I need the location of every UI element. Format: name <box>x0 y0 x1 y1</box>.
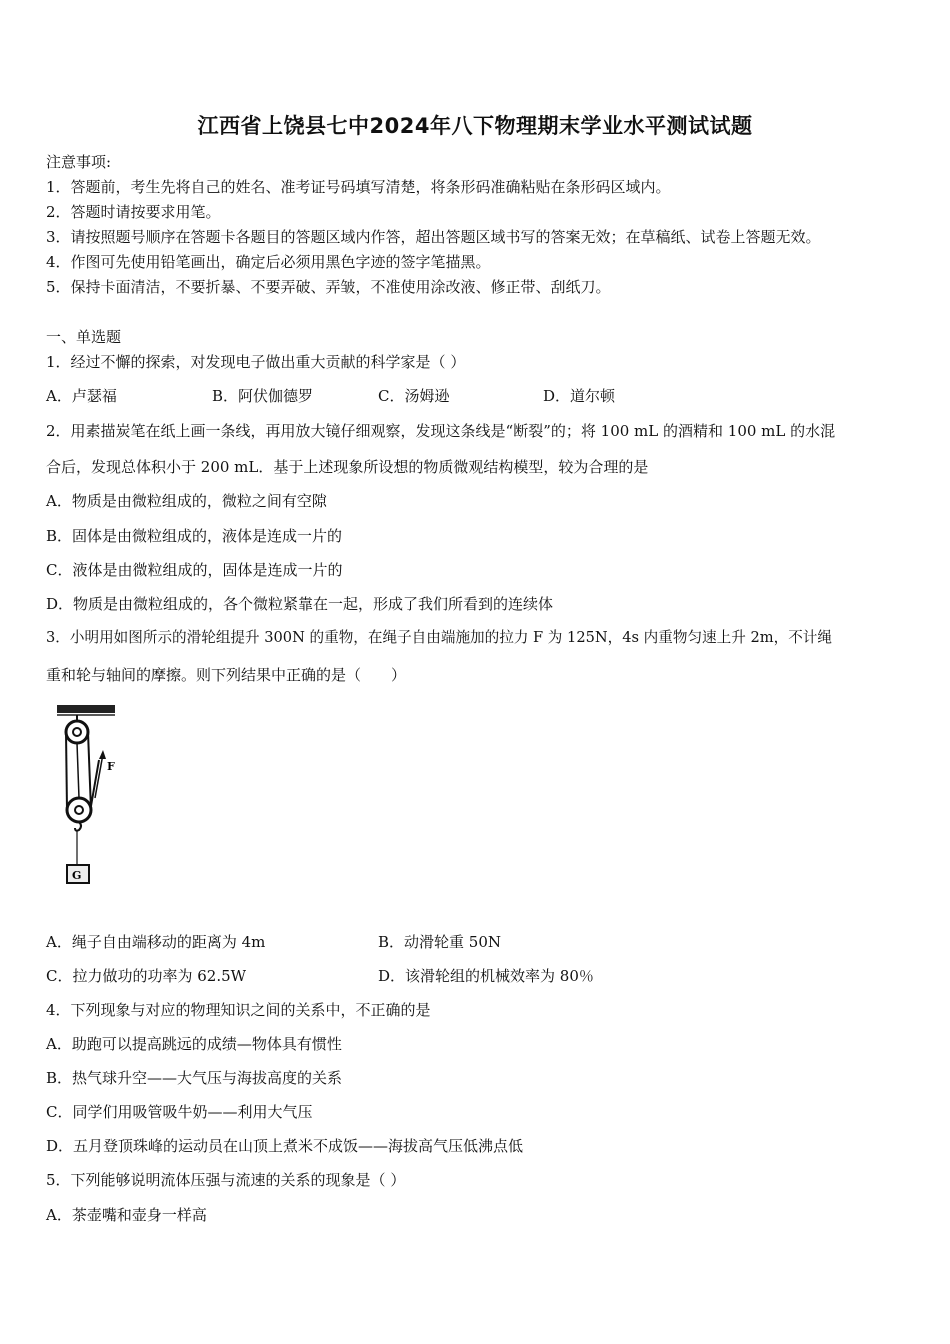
q4-option-b: B．热气球升空——大气压与海拔高度的关系 <box>46 1069 343 1087</box>
q1-option-c: C．汤姆逊 <box>378 387 450 405</box>
q1-option-d: D．道尔顿 <box>543 387 616 405</box>
q2-option-a: A．物质是由微粒组成的，微粒之间有空隙 <box>46 492 327 510</box>
question-3-stem-cont: 重和轮与轴间的摩擦。则下列结果中正确的是（ ） <box>46 666 407 684</box>
force-label: F <box>107 760 115 773</box>
page-title: 江西省上饶县七中2024年八下物理期末学业水平测试试题 <box>197 114 753 138</box>
q4-option-c: C．同学们用吸管吸牛奶——利用大气压 <box>46 1103 313 1121</box>
section-heading: 一、单选题 <box>46 328 122 346</box>
q1-option-a: A．卢瑟福 <box>46 387 117 405</box>
notice-item: 5．保持卡面清洁，不要折暴、不要弄破、弄皱，不准使用涂改液、修正带、刮纸刀。 <box>46 278 611 296</box>
q4-option-a: A．助跑可以提高跳远的成绩—物体具有惯性 <box>46 1035 342 1053</box>
q2-option-b: B．固体是由微粒组成的，液体是连成一片的 <box>46 527 343 545</box>
q3-option-d: D．该滑轮组的机械效率为 80％ <box>378 967 594 985</box>
movable-pulley <box>67 798 91 822</box>
question-5-stem: 5．下列能够说明流体压强与流速的关系的现象是（ ） <box>46 1171 406 1189</box>
q1-option-b: B．阿伏伽德罗 <box>212 387 314 405</box>
notice-item: 4．作图可先使用铅笔画出，确定后必须用黑色字迹的签字笔描黑。 <box>46 253 491 271</box>
q2-option-d: D．物质是由微粒组成的，各个微粒紧靠在一起，形成了我们所看到的连续体 <box>46 595 554 613</box>
q3-option-a: A．绳子自由端移动的距离为 4m <box>46 933 266 951</box>
q3-option-c: C．拉力做功的功率为 62.5W <box>46 967 247 985</box>
q4-option-d: D．五月登顶珠峰的运动员在山顶上煮米不成饭——海拔高气压低沸点低 <box>46 1137 524 1155</box>
question-4-stem: 4．下列现象与对应的物理知识之间的关系中，不正确的是 <box>46 1001 431 1019</box>
notice-item: 1．答题前，考生先将自己的姓名、准考证号码填写清楚，将条形码准确粘贴在条形码区域内。 <box>46 178 671 196</box>
ceiling-support <box>57 705 115 713</box>
notice-item: 3．请按照题号顺序在答题卡各题目的答题区域内作答，超出答题区域书写的答案无效；在草稿纸、试卷上答题无效。 <box>46 228 821 246</box>
q5-option-a: A．茶壶嘴和壶身一样高 <box>46 1206 207 1224</box>
question-1-stem: 1．经过不懈的探索，对发现电子做出重大贡献的科学家是（ ） <box>46 353 466 371</box>
q3-option-b: B．动滑轮重 50N <box>378 933 502 951</box>
question-2-stem: 2．用素描炭笔在纸上画一条线，再用放大镜仔细观察，发现这条线是“断裂”的；将 100 mL 的酒精和 100 mL 的水混 <box>46 422 836 440</box>
question-2-stem-cont: 合后，发现总体积小于 200 mL．基于上述现象所设想的物质微观结构模型，较为合理的是 <box>46 458 649 476</box>
notice-item: 2．答题时请按要求用笔。 <box>46 203 221 221</box>
fixed-pulley <box>66 721 88 743</box>
question-3-stem: 3．小明用如图所示的滑轮组提升 300N 的重物，在绳子自由端施加的拉力 F 为 125N，4s 内重物匀速上升 2m，不计绳 <box>46 629 832 646</box>
q2-option-c: C．液体是由微粒组成的，固体是连成一片的 <box>46 561 343 579</box>
weight-label: G <box>72 869 82 882</box>
notice-heading: 注意事项: <box>46 153 112 171</box>
pulley-figure <box>55 702 135 892</box>
